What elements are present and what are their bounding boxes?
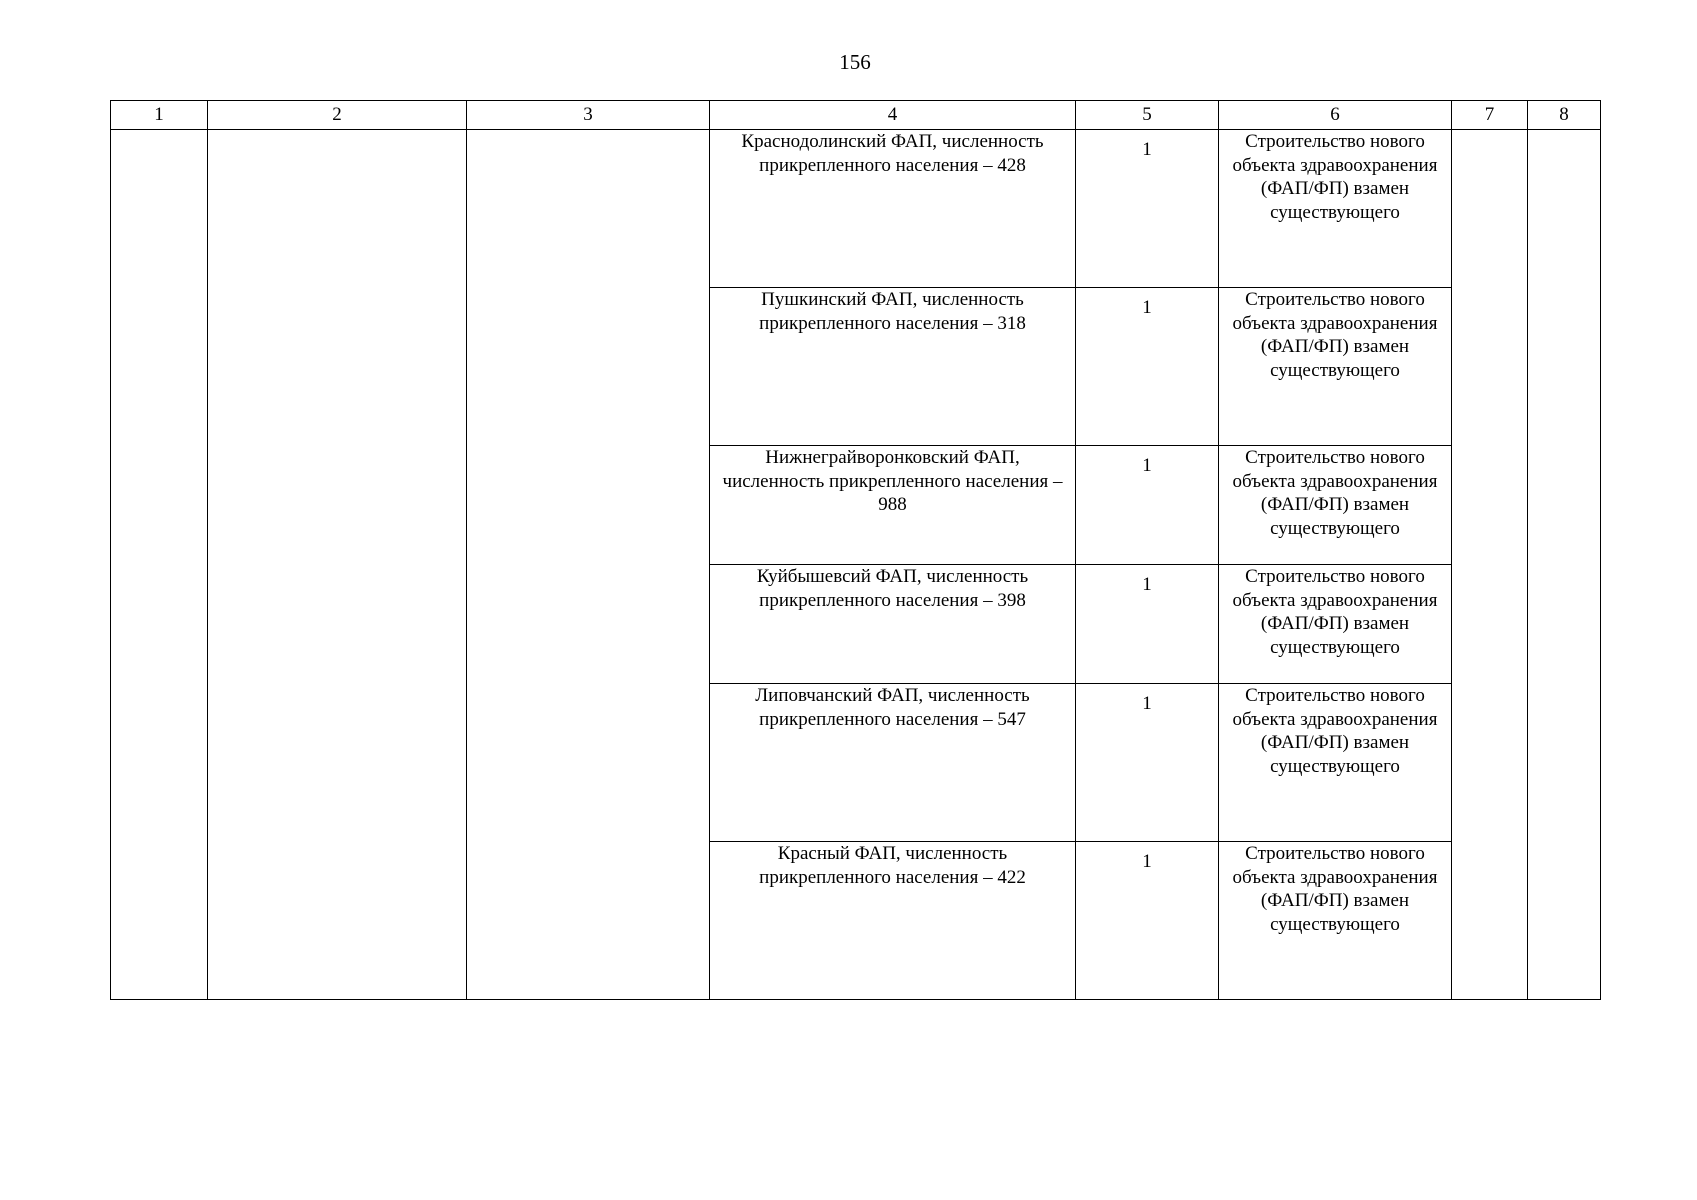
- facility-cell: Краснодолинский ФАП, численность прикрепленного населения – 428: [710, 130, 1076, 288]
- action-cell: Строительство нового объекта здравоохранения (ФАП/ФП) взамен существующего: [1219, 842, 1452, 1000]
- count-cell: [1076, 565, 1219, 684]
- count-value: 1: [1142, 297, 1152, 318]
- data-table: [110, 100, 1601, 1000]
- count-value: 1: [1142, 851, 1152, 872]
- facility-cell: Липовчанский ФАП, численность прикрепленного населения – 547: [710, 684, 1076, 842]
- column-header-3: 3: [467, 101, 710, 130]
- column-header-2: 2: [208, 101, 467, 130]
- empty-cell-col-3: [467, 130, 710, 1000]
- count-value: 1: [1142, 574, 1152, 595]
- count-value: 1: [1142, 455, 1152, 476]
- empty-cell-col-2: [208, 130, 467, 1000]
- header-row: [111, 101, 1601, 130]
- column-header-8: 8: [1528, 101, 1601, 130]
- count-cell: [1076, 684, 1219, 842]
- action-cell: Строительство нового объекта здравоохранения (ФАП/ФП) взамен существующего: [1219, 446, 1452, 565]
- count-value: 1: [1142, 693, 1152, 714]
- column-header-1: 1: [111, 101, 208, 130]
- facility-cell: Пушкинский ФАП, численность прикрепленного населения – 318: [710, 288, 1076, 446]
- count-cell: [1076, 130, 1219, 288]
- empty-cell-col-8: [1528, 130, 1601, 1000]
- column-header-4: 4: [710, 101, 1076, 130]
- count-cell: [1076, 288, 1219, 446]
- empty-cell-col-7: [1452, 130, 1528, 1000]
- column-header-5: 5: [1076, 101, 1219, 130]
- count-value: 1: [1142, 139, 1152, 160]
- action-cell: Строительство нового объекта здравоохранения (ФАП/ФП) взамен существующего: [1219, 288, 1452, 446]
- column-header-7: 7: [1452, 101, 1528, 130]
- action-cell: Строительство нового объекта здравоохранения (ФАП/ФП) взамен существующего: [1219, 684, 1452, 842]
- action-cell: Строительство нового объекта здравоохранения (ФАП/ФП) взамен существующего: [1219, 130, 1452, 288]
- count-cell: [1076, 842, 1219, 1000]
- facility-cell: Красный ФАП, численность прикрепленного населения – 422: [710, 842, 1076, 1000]
- facility-cell: Куйбышевсий ФАП, численность прикрепленного населения – 398: [710, 565, 1076, 684]
- action-cell: Строительство нового объекта здравоохранения (ФАП/ФП) взамен существующего: [1219, 565, 1452, 684]
- count-cell: [1076, 446, 1219, 565]
- empty-cell-col-1: [111, 130, 208, 1000]
- facility-cell: Нижнеграйворонковский ФАП, численность прикрепленного населения – 988: [710, 446, 1076, 565]
- table-row: [111, 130, 1601, 288]
- page-number: 156: [839, 50, 871, 74]
- column-header-6: 6: [1219, 101, 1452, 130]
